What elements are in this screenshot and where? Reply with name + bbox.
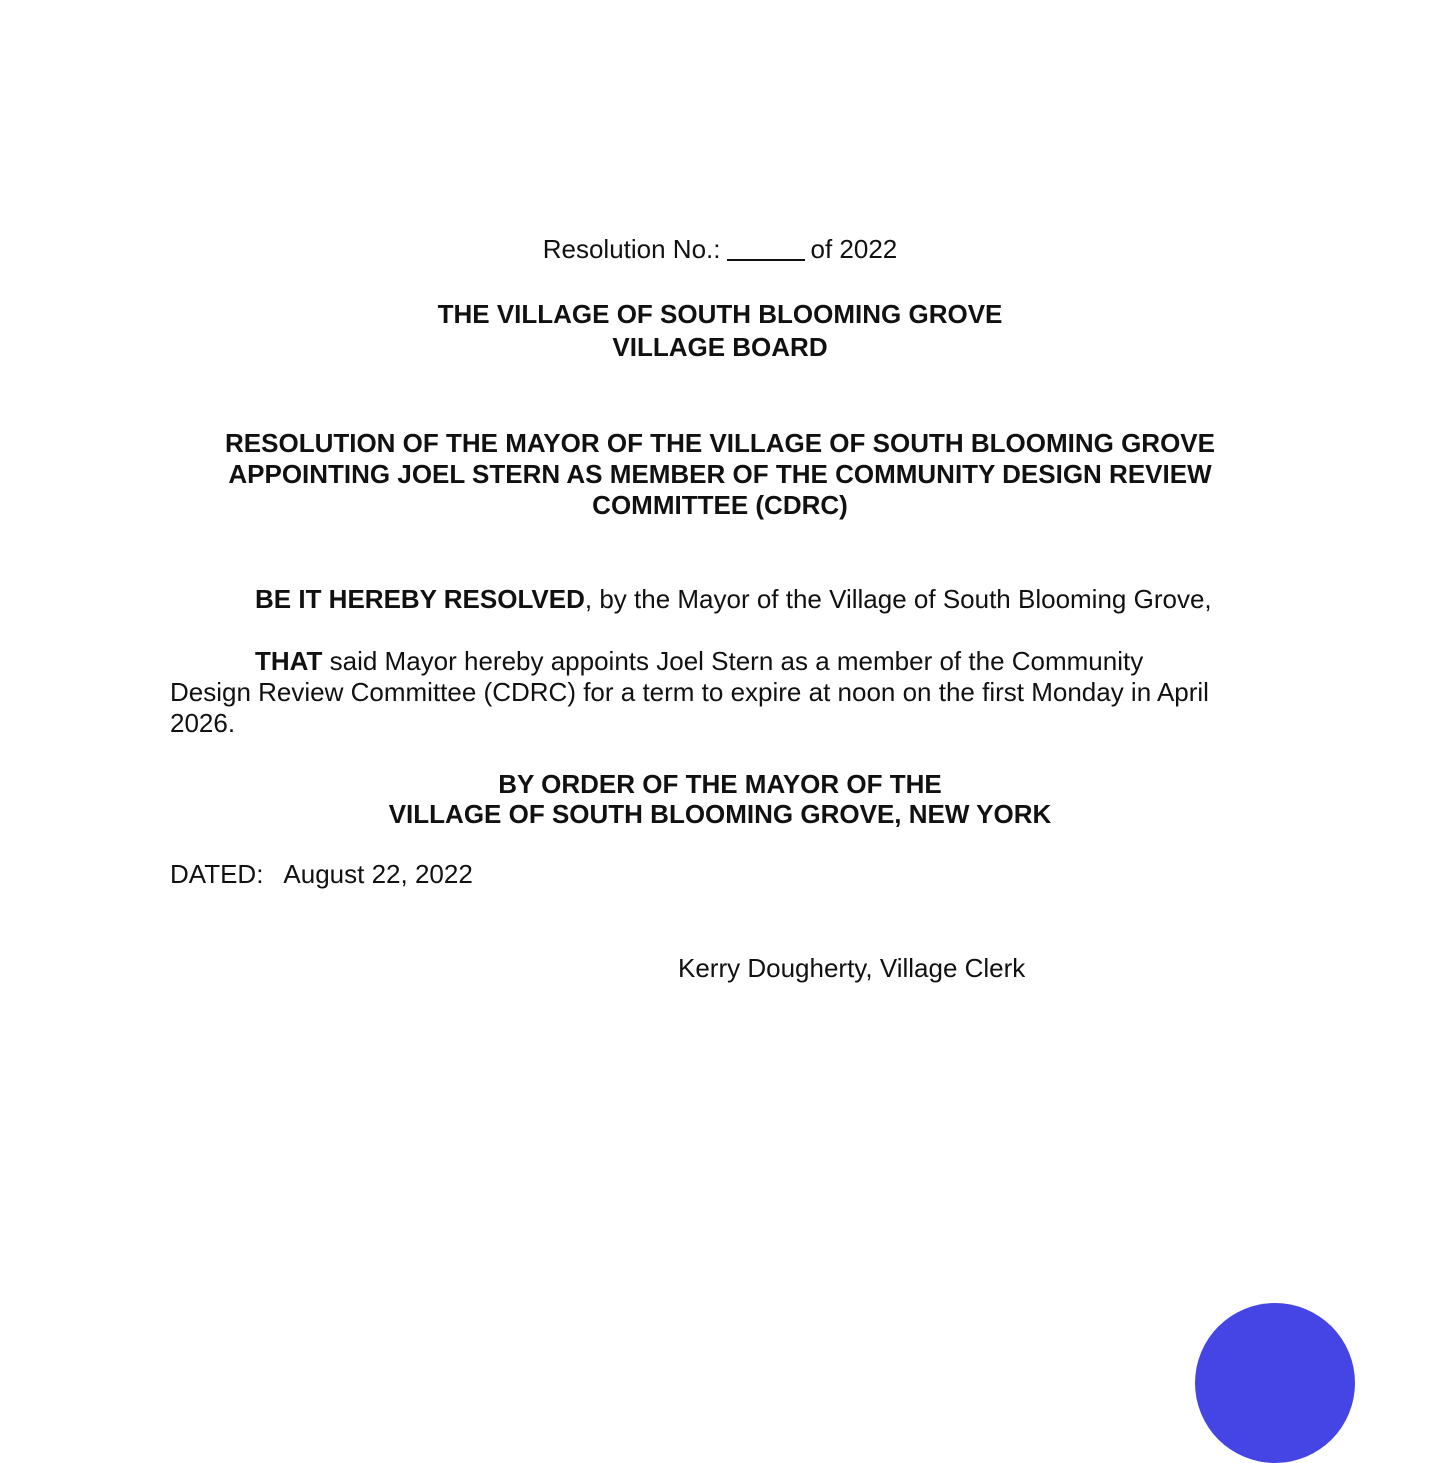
- resolved-rest: , by the Mayor of the Village of South Blooming Grove,: [584, 584, 1212, 614]
- that-line-1-rest: said Mayor hereby appoints Joel Stern as a member of the Community: [322, 646, 1144, 676]
- dated-label: DATED:: [170, 859, 264, 889]
- signature-line: Kerry Dougherty, Village Clerk: [678, 953, 1026, 983]
- resolved-paragraph: [255, 584, 1212, 615]
- resolution-title-line-1: RESOLUTION OF THE MAYOR OF THE VILLAGE OF SOUTH BLOOMING GROVE: [225, 428, 1215, 458]
- resolution-title-line-2: APPOINTING JOEL STERN AS MEMBER OF THE COMMUNITY DESIGN REVIEW: [228, 459, 1212, 489]
- resolved-bold-lead: BE IT HEREBY RESOLVED: [255, 584, 585, 614]
- resolution-title-line-3: COMMITTEE (CDRC): [592, 490, 848, 520]
- resolution-number-prefix: Resolution No.:: [542, 234, 721, 264]
- dated-line: [170, 859, 473, 890]
- that-bold-lead: THAT: [255, 646, 323, 676]
- that-paragraph-line-1: [255, 646, 1143, 677]
- resolution-number-line: [0, 234, 1440, 265]
- resolution-number-blank: [727, 237, 805, 261]
- resolution-number-suffix: of 2022: [810, 234, 898, 264]
- floating-action-button[interactable]: [1195, 1303, 1355, 1463]
- header-village-board: VILLAGE BOARD: [612, 332, 828, 362]
- order-line-1: BY ORDER OF THE MAYOR OF THE: [498, 769, 942, 799]
- that-paragraph-line-2: Design Review Committee (CDRC) for a term to expire at noon on the first Monday in April: [170, 677, 1209, 707]
- header-village-name: THE VILLAGE OF SOUTH BLOOMING GROVE: [437, 299, 1003, 329]
- that-paragraph-line-3: 2026.: [170, 708, 236, 738]
- dated-value: August 22, 2022: [283, 859, 473, 889]
- order-line-2: VILLAGE OF SOUTH BLOOMING GROVE, NEW YORK: [388, 799, 1052, 829]
